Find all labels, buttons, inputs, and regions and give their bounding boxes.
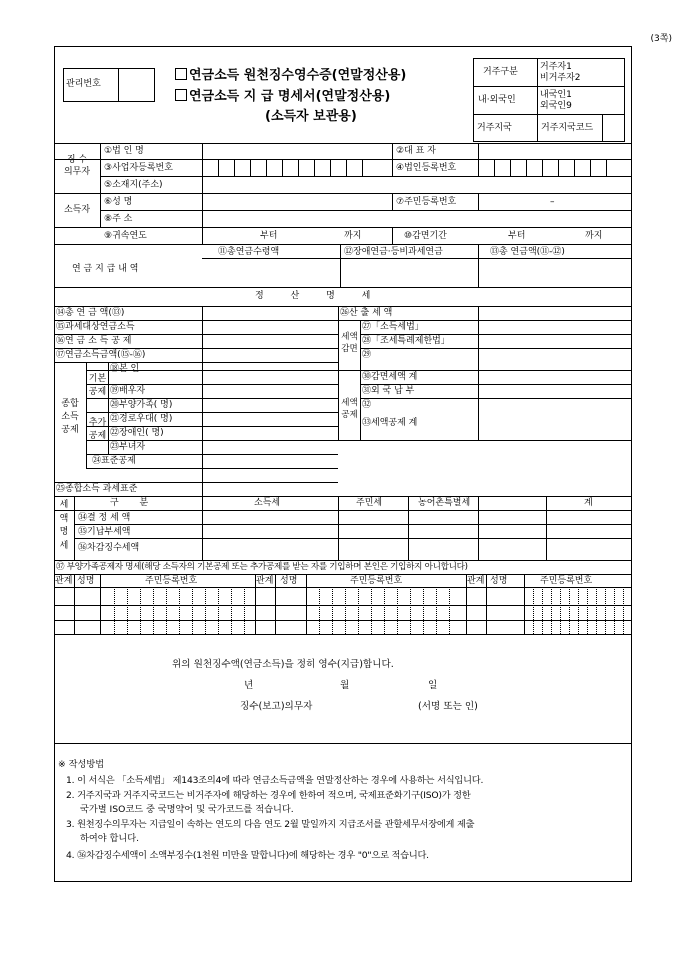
confirm-year: 년 [244,680,254,691]
confirm-sign[interactable]: (서명 또는 인) [418,701,478,712]
r27-label: ㉗「소득세법」 [362,322,424,332]
exempt-to: 까지 [585,231,603,241]
note-2b: 국가별 ISO코드 중 국명약어 및 국가코드를 적습니다. [80,804,294,815]
r24-label: ㉔표준공제 [92,456,136,466]
dep-relation-3: 관계 [467,576,485,586]
settlement-title: 정 산 명 세 [255,291,371,301]
r31-label: ㉛외 국 납 부 [362,386,415,396]
payment-col2: ⑫장애연금·등비과세연금 [344,247,443,257]
dependents-title: ㊲ 부양가족공제자 명세(해당 소득자의 기본공제 또는 추가공제를 받는 자를 기입하며 본인은 기입하지 아니합니다) [56,562,468,572]
country-code-label: 거주지국코드 [541,123,594,133]
tax-col-div: 구 분 [110,498,149,508]
r20-label: ⑳부양가족( 명) [110,400,173,410]
r25-label: ㉕종합소득 과세표준 [56,484,138,494]
year-label: ⑨귀속연도 [104,231,147,241]
earner-name-label: ⑥성 명 [104,197,133,207]
r35-label: ㉟기납부세액 [78,527,131,537]
earner-resno-label: ⑦주민등록번호 [396,197,457,207]
year-from: 부터 [260,231,278,241]
r16-label: ⑯연 금 소 득 공 제 [56,336,132,346]
form-subtitle: (소득자 보관용) [265,109,357,124]
payment-label: 연 금 지 급 내 역 [72,264,139,274]
tax-reduction-label: 세액 감면 [341,332,358,355]
note-1: 1. 이 서식은 「소득세법」 제143조의4에 따라 연금소득금액을 연말정산하는 경우에 사용하는 서식입니다. [66,775,484,786]
r33-label: ㉝세액공제 계 [362,418,418,428]
basic-deduction-label: 기본 공제 [88,374,107,398]
corp-reg-label: ④법인등록번호 [396,163,457,173]
earner-resno-dash: – [550,197,555,207]
earner-section-label: 소득자 [63,205,91,215]
form-title-receipt[interactable]: 연금소득 원천징수영수증(연말정산용) [175,68,406,82]
statement-checkbox[interactable] [175,89,187,101]
address-label: ⑤소재지(주소) [104,180,163,190]
r30-label: ㉚감면세액 계 [362,372,418,382]
additional-deduction-label: 추가 공제 [88,418,107,442]
tax-col-rural: 농어촌특별세 [418,498,471,508]
confirm-month: 월 [340,680,350,691]
comprehensive-label: 종합 소득 공제 [61,399,79,436]
dep-name-1: 성명 [77,576,95,586]
payment-col1: ⑪총연금수령액 [218,247,280,257]
confirm-withholder: 징수(보고)의무자 [240,701,313,712]
r29-label: ㉙ [362,350,372,360]
tax-credit-label: 세액 공제 [341,398,358,421]
note-2a: 2. 거주지국과 거주지국코드는 비거주자에 해당하는 경우에 한하여 적으며, 국제표준화기구(ISO)가 정한 [66,790,471,801]
note-3a: 3. 원천징수의무자는 지급일이 속하는 연도의 다음 연도 2월 말일까지 지급조서를 관할세무서장에게 제출 [66,819,475,830]
nationality-opt1: 내국인1 [540,90,572,100]
withholder-section-label: 징 수 의무자 [63,155,91,177]
tax-col-total: 계 [584,498,593,508]
residence-opt2: 비거주자2 [540,73,581,83]
exempt-from: 부터 [508,231,526,241]
tax-side-label: 세 액 명 세 [59,500,69,551]
r32-label: ㉜ [362,400,372,410]
exempt-period-label: ⑩감면기간 [404,231,447,241]
r18-label: ⑱본 인 [110,364,140,374]
page-number: (3쪽) [650,34,672,44]
country-label: 거주지국 [477,123,512,133]
nationality-label: 내·외국인 [478,95,516,105]
r34-label: ㉞결 정 세 액 [78,513,131,523]
r14-label: ⑭총 연 금 액(⑬) [56,308,125,318]
note-4: 4. ㊱차감징수세액이 소액부징수(1천원 미만을 말합니다)에 해당하는 경우 "0"으로 적습니다. [66,850,429,861]
nationality-opt2: 외국인9 [540,101,572,111]
r19-label: ⑲배우자 [110,386,146,396]
r15-label: ⑮과세대상연금소득 [56,322,135,332]
r36-label: ㊱차감징수세액 [78,543,140,553]
dep-resno-2: 주민등록번호 [350,576,403,586]
confirm-statement: 위의 원천징수액(연금소득)을 정히 영수(지급)합니다. [172,659,394,670]
dep-relation-2: 관계 [256,576,274,586]
corp-name-label: ①법 인 명 [104,146,144,156]
r28-label: ㉘「조세특례제한법」 [362,336,450,346]
dep-name-3: 성명 [490,576,508,586]
r21-label: ㉑경로우대( 명) [110,414,173,424]
earner-address-label: ⑧주 소 [104,214,133,224]
year-to: 까지 [344,231,362,241]
note-3b: 하여야 합니다. [80,833,140,844]
r22-label: ㉒장애인( 명) [110,428,164,438]
tax-col-local: 주민세 [356,498,383,508]
residence-opt1: 거주자1 [540,62,572,72]
payment-col3: ⑬총 연금액(⑪-⑫) [490,247,565,257]
form-title-statement[interactable]: 연금소득 지 급 명세서(연말정산용) [175,89,390,103]
biz-no-label: ③사업자등록번호 [104,163,173,173]
residence-label: 거주구분 [483,67,518,77]
notes-heading: ※ 작성방법 [58,759,105,770]
dep-resno-1: 주민등록번호 [145,576,198,586]
dep-name-2: 성명 [280,576,298,586]
dep-resno-3: 주민등록번호 [540,576,593,586]
r26-label: ㉖산 출 세 액 [340,308,393,318]
tax-col-income: 소득세 [254,498,281,508]
r23-label: ㉓부녀자 [110,442,146,452]
receipt-checkbox[interactable] [175,68,187,80]
r17-label: ⑰연금소득금액(⑮-⑯) [56,350,146,360]
dep-relation-1: 관계 [55,576,73,586]
rep-label: ②대 표 자 [396,146,436,156]
confirm-day: 일 [428,680,438,691]
mgmt-number-label: 관리번호 [66,79,101,89]
